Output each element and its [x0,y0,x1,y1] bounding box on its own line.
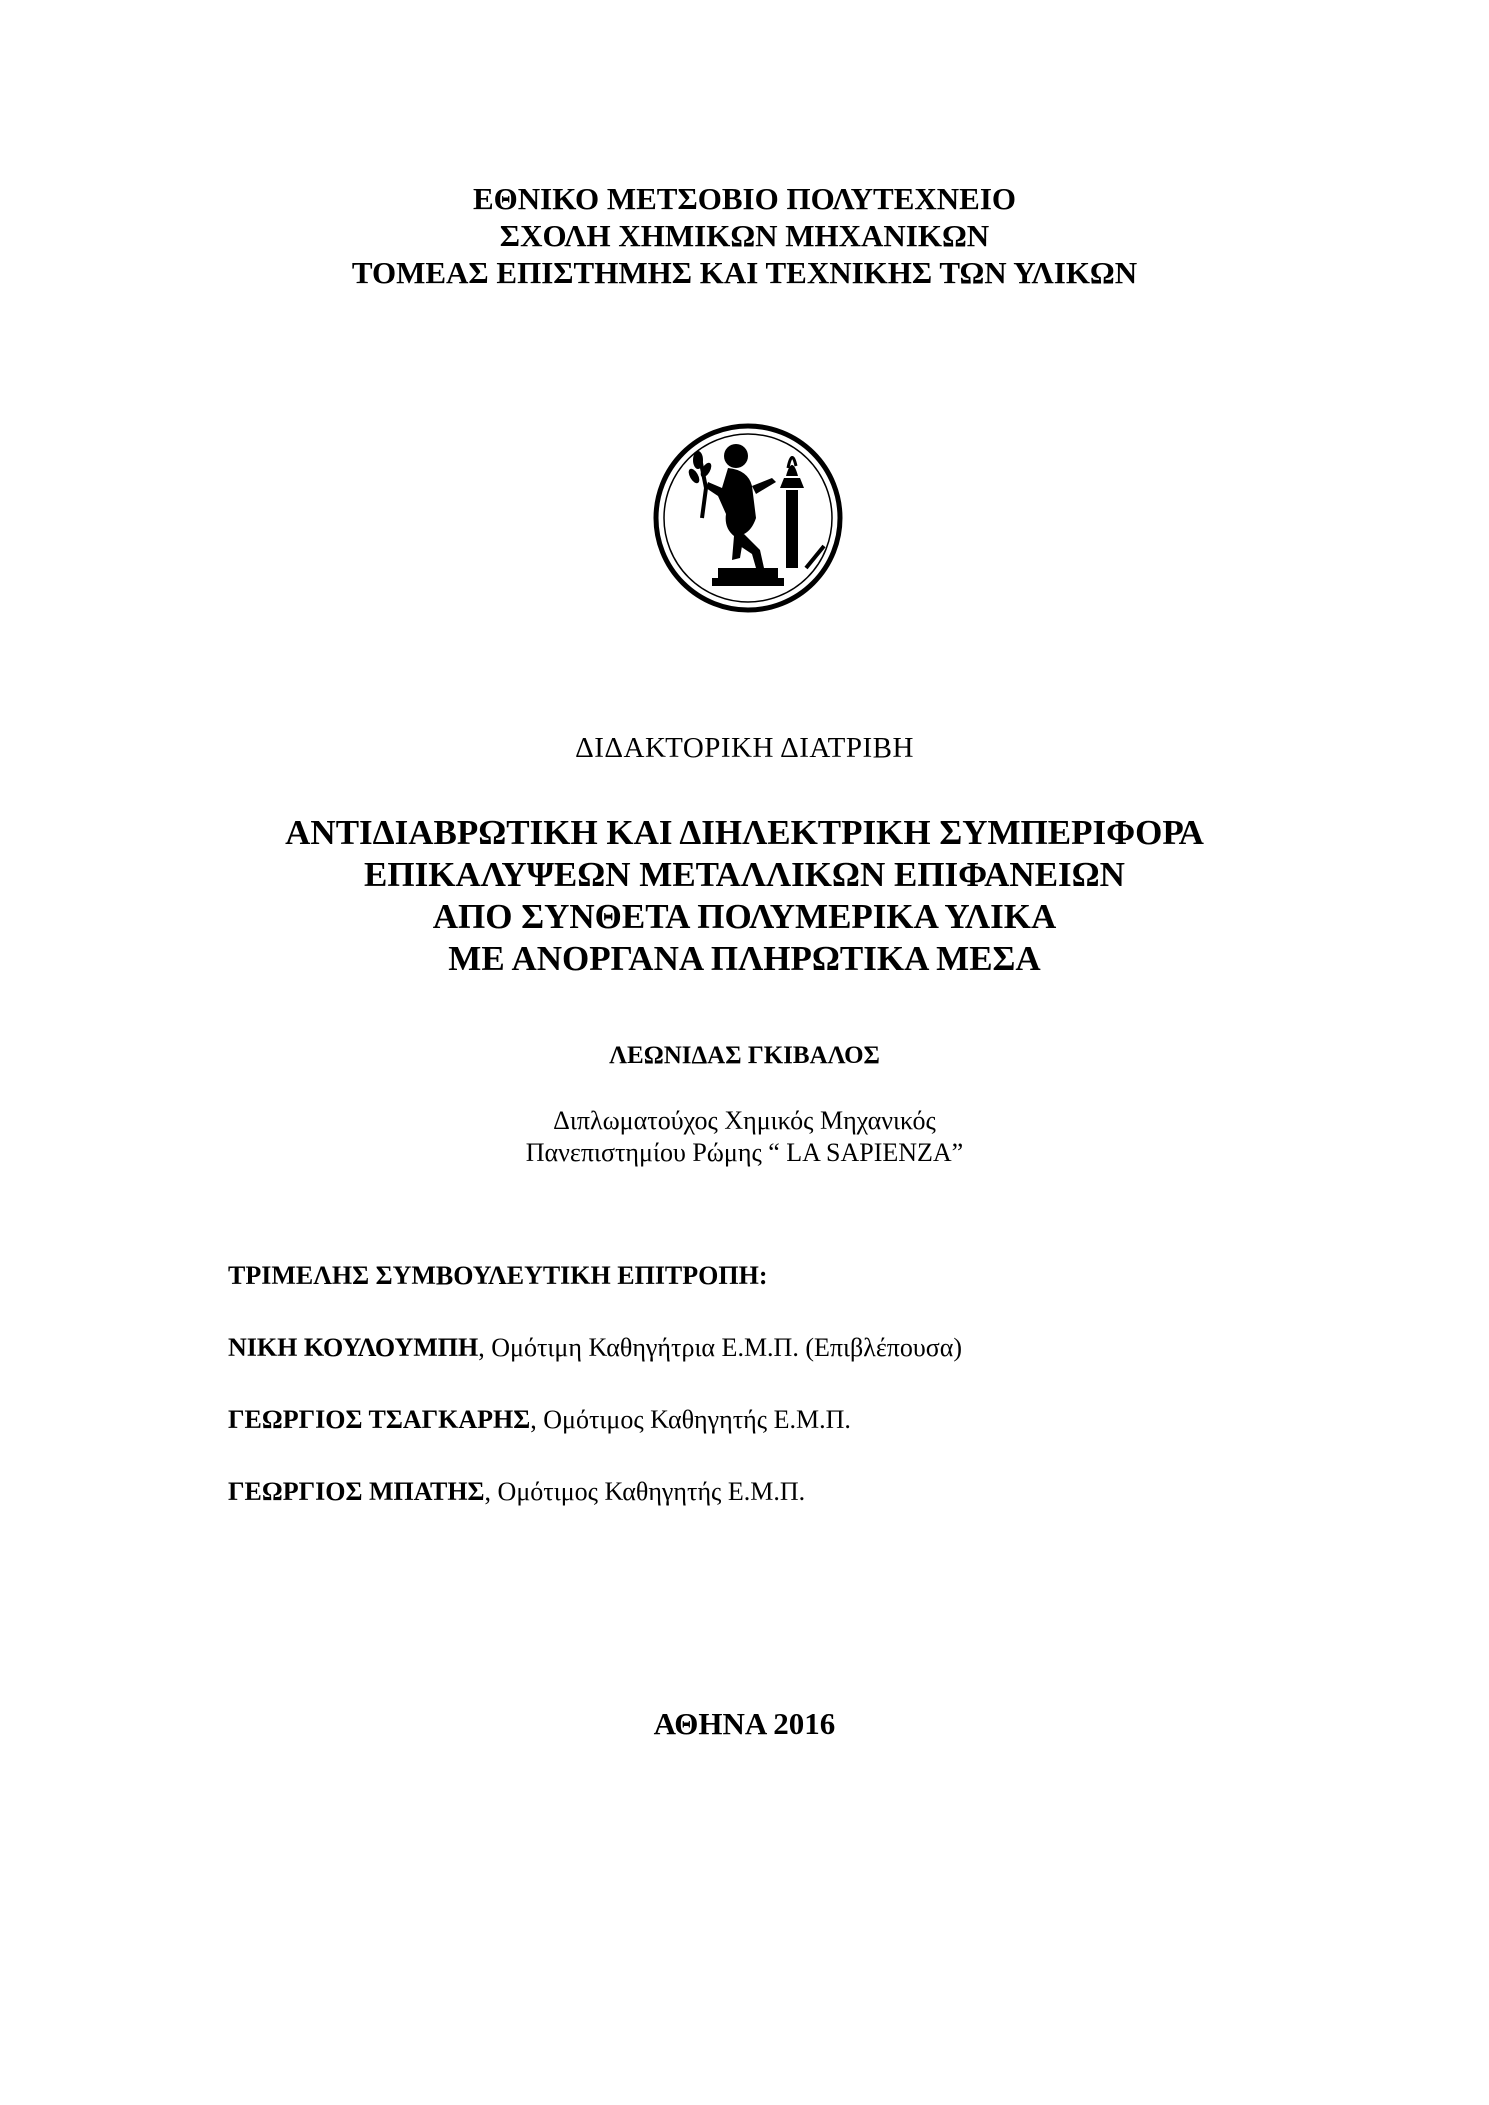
member-role: , Ομότιμη Καθηγήτρια Ε.Μ.Π. (Επιβλέπουσα) [478,1333,963,1362]
member-role: , Ομότιμος Καθηγητής Ε.Μ.Π. [484,1477,806,1506]
thesis-title [0,812,1489,980]
committee-member [228,1404,1328,1436]
credential-line: Πανεπιστημίου Ρώμης “ LA SAPIENZA” [525,1138,964,1167]
committee-heading: ΤΡΙΜΕΛΗΣ ΣΥΜΒΟΥΛΕΥΤΙΚΗ ΕΠΙΤΡΟΠΗ: [228,1261,768,1290]
prometheus-seal-icon [648,418,848,618]
committee-member [228,1476,1328,1508]
place-and-year: ΑΘΗΝΑ 2016 [653,1706,836,1741]
school-name: ΣΧΟΛΗ ΧΗΜΙΚΩΝ ΜΗΧΑΝΙΚΩΝ [499,218,990,253]
member-name: ΝΙΚΗ ΚΟΥΛΟΥΜΠΗ [228,1333,479,1362]
member-name: ΓΕΩΡΓΙΟΣ ΜΠΑΤΗΣ [228,1477,485,1506]
title-line: ΕΠΙΚΑΛΥΨΕΩΝ ΜΕΤΑΛΛΙΚΩΝ ΕΠΙΦΑΝΕΙΩΝ [364,855,1125,894]
committee-member [228,1332,1328,1364]
university-name: ΕΘΝΙΚΟ ΜΕΤΣΟΒΙΟ ΠΟΛΥΤΕΧΝΕΙΟ [472,181,1017,216]
institution-header [0,180,1489,291]
document-type: ΔΙΔΑΚΤΟΡΙΚΗ ΔΙΑΤΡΙΒΗ [575,732,914,764]
author-credentials [0,1105,1489,1169]
credential-line: Διπλωματούχος Χημικός Μηχανικός [553,1106,936,1135]
title-line: ΑΝΤΙΔΙΑΒΡΩΤΙΚΗ ΚΑΙ ΔΙΗΛΕΚΤΡΙΚΗ ΣΥΜΠΕΡΙΦΟΡΑ [285,813,1204,852]
member-name: ΓΕΩΡΓΙΟΣ ΤΣΑΓΚΑΡΗΣ [228,1405,531,1434]
title-line: ΜΕ ΑΝΟΡΓΑΝΑ ΠΛΗΡΩΤΙΚΑ ΜΕΣΑ [448,939,1041,978]
member-role: , Ομότιμος Καθηγητής Ε.Μ.Π. [530,1405,851,1434]
author-name: ΛΕΩΝΙΔΑΣ ΓΚΙΒΑΛΟΣ [609,1042,880,1069]
title-line: ΑΠΟ ΣΥΝΘΕΤΑ ΠΟΛΥΜΕΡΙΚΑ ΥΛΙΚΑ [432,897,1057,936]
department-name: ΤΟΜΕΑΣ ΕΠΙΣΤΗΜΗΣ ΚΑΙ ΤΕΧΝΙΚΗΣ ΤΩΝ ΥΛΙΚΩΝ [351,255,1138,290]
advisory-committee [228,1260,1328,1548]
